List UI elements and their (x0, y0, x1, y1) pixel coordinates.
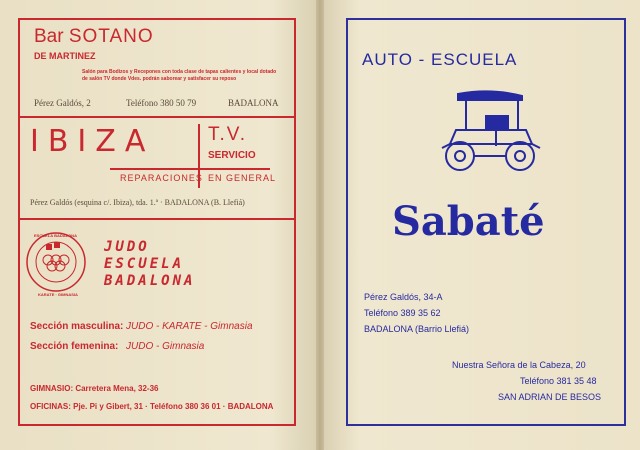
divider-1 (18, 116, 294, 118)
gym-address: GIMNASIO: Carretera Mena, 32-36 (30, 384, 159, 393)
ibiza-service: SERVICIO (208, 150, 256, 161)
branch-phone: Teléfono 381 35 48 (520, 376, 597, 386)
female-section-value: JUDO - Gimnasia (126, 341, 205, 352)
sabate-address: Pérez Galdós, 34-A (364, 292, 443, 302)
ibiza-general: EN GENERAL (208, 173, 277, 183)
bar-city: BADALONA (228, 98, 279, 108)
vintage-car-icon (436, 86, 546, 176)
branch-city: SAN ADRIAN DE BESOS (498, 392, 602, 402)
judo-title-1: JUDO (104, 239, 150, 255)
offices-address: OFICINAS: Pje. Pi y Gibert, 31 · Teléfono 380 36 01 · BADALONA (30, 402, 274, 411)
branch-address: Nuestra Señora de la Cabeza, 20 (452, 360, 586, 370)
sabate-name: Sabaté (392, 198, 545, 245)
bar-prefix: Bar (34, 26, 64, 47)
judo-emblem-icon (24, 230, 88, 294)
bar-phone: Teléfono 380 50 79 (126, 98, 197, 108)
car-illustration (436, 86, 546, 176)
ibiza-repairs: REPARACIONES (120, 173, 203, 183)
male-section-value: JUDO - KARATE - Gimnasia (126, 321, 253, 332)
ibiza-underline (110, 168, 270, 170)
sabate-phone: Teléfono 389 35 62 (364, 308, 441, 318)
male-section-label: Sección masculina: (30, 321, 124, 332)
bar-owner: DE MARTINEZ (34, 51, 96, 61)
bar-name: SOTANO (68, 26, 154, 47)
ibiza-name: IBIZA (30, 124, 155, 159)
judo-emblem (24, 230, 88, 294)
emblem-top-text: ESCUELA BADALONA (34, 233, 77, 238)
bar-description: Salón para Bodizos y Recepones con toda clase de tapas calientes y local dotado de salón TV donde Vdes. podrán saborear y satisfacer su reposo (82, 69, 277, 82)
book-gutter (316, 0, 324, 450)
judo-title-2: ESCUELA (104, 256, 185, 272)
sabate-city: BADALONA (Barrio Llefiá) (364, 324, 470, 334)
bar-name-block (34, 26, 154, 48)
auto-school-header: AUTO - ESCUELA (362, 50, 518, 69)
ibiza-address: Pérez Galdós (esquina c/. Ibiza), tda. 1.ª · BADALONA (B. Llefiá) (30, 198, 245, 207)
bar-address: Pérez Galdós, 2 (34, 98, 91, 108)
ibiza-tv: T.V. (208, 124, 247, 145)
divider-2 (18, 218, 294, 220)
judo-title-3: BADALONA (104, 273, 196, 289)
emblem-bottom-text: KARATE · GIMNASIA (38, 292, 78, 297)
female-section-label: Sección femenina: (30, 341, 119, 352)
